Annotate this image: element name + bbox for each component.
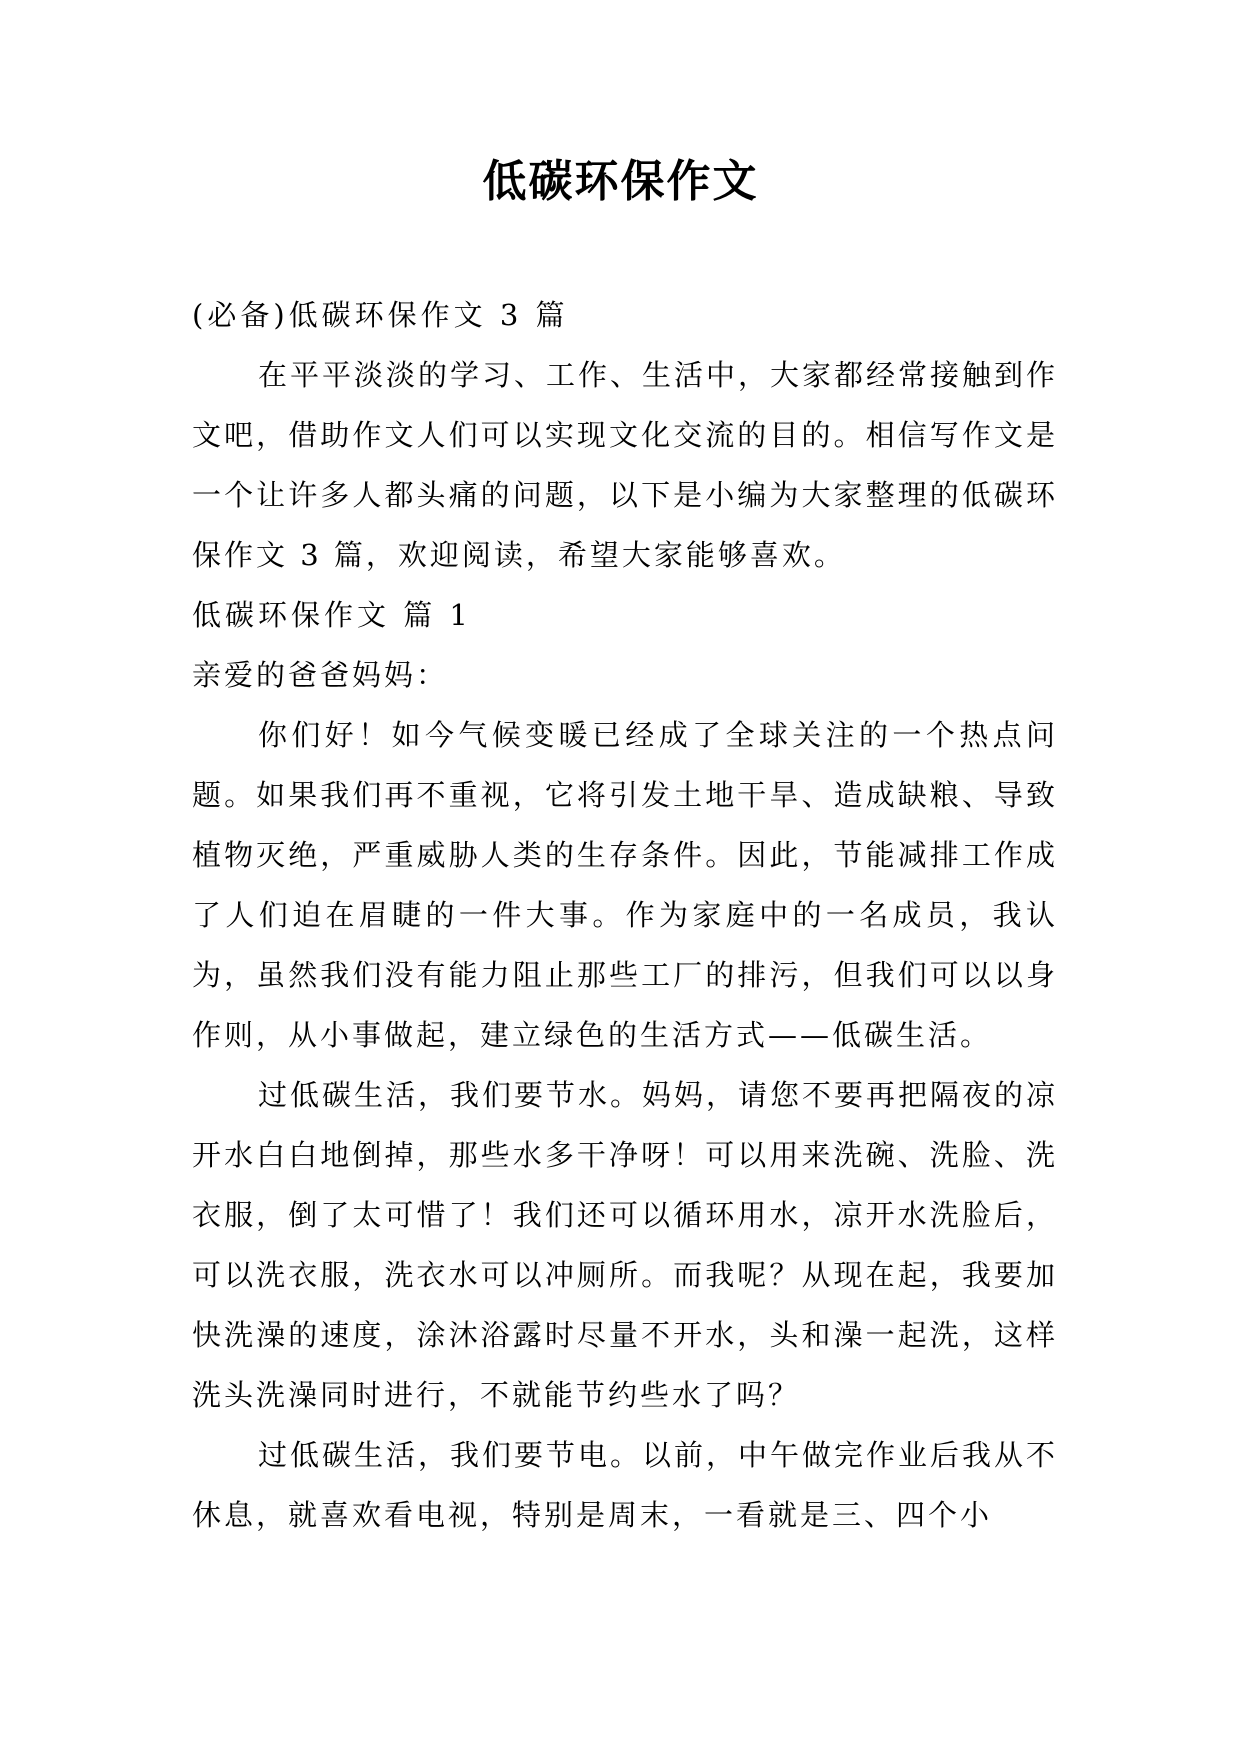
section-heading: 低碳环保作文 篇 1 [192, 598, 472, 632]
body-paragraph-2: 过低碳生活，我们要节水。妈妈，请您不要再把隔夜的凉开水白白地倒掉，那些水多干净呀！可以用来洗碗、洗脸、洗衣服，倒了太可惜了！我们还可以循环用水，凉开水洗脸后，可以洗衣服，洗衣水可以冲厕所。而我呢？从现在起，我要加快洗澡的速度，涂沐浴露时尽量不开水，头和澡一起洗，这样洗头洗澡同时进行，不就能节约些水了吗？ [192, 1078, 1059, 1412]
document-body [192, 285, 1058, 1545]
document-subtitle: (必备)低碳环保作文 3 篇 [192, 298, 569, 332]
intro-paragraph: 在平平淡淡的学习、工作、生活中，大家都经常接触到作文吧，借助作文人们可以实现文化交流的目的。相信写作文是一个让许多人都头痛的问题，以下是小编为大家整理的低碳环保作文 3 篇，欢迎阅读，希望大家能够喜欢。 [192, 358, 1059, 572]
body-paragraph-3: 过低碳生活，我们要节电。以前，中午做完作业后我从不休息，就喜欢看电视，特别是周末，一看就是三、四个小 [192, 1438, 1059, 1532]
document-title: 低碳环保作文 [482, 156, 759, 207]
body-paragraph-1: 你们好！如今气候变暖已经成了全球关注的一个热点问题。如果我们再不重视，它将引发土地干旱、造成缺粮、导致植物灭绝，严重威胁人类的生存条件。因此，节能减排工作成了人们迫在眉睫的一件大事。作为家庭中的一名成员，我认为，虽然我们没有能力阻止那些工厂的排污，但我们可以以身作则，从小事做起，建立绿色的生活方式——低碳生活。 [192, 718, 1058, 1052]
salutation: 亲爱的爸爸妈妈： [192, 658, 449, 692]
